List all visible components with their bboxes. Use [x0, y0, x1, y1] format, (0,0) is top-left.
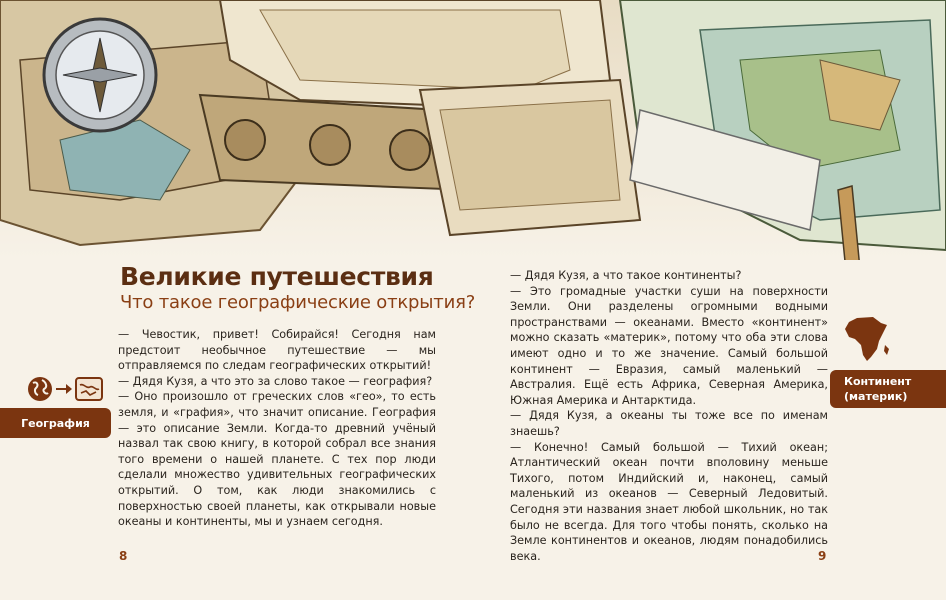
paragraph: — Дядя Кузя, а океаны ты тоже все по именам знаешь?: [510, 409, 828, 438]
section-tab-continent: [830, 370, 946, 408]
africa-continent-icon: [843, 315, 893, 367]
page-subtitle: Что такое географические открытия?: [120, 292, 476, 313]
section-heading: [120, 262, 480, 314]
map-scroll-icon: [76, 378, 102, 400]
arrow-icon: [56, 384, 72, 394]
paragraph: — Чевостик, привет! Собирайся! Сегодня нам предстоит необычное путешествие — мы отправляемся по следам географических открытий!: [118, 328, 436, 373]
tab-label-line2: (материк): [844, 390, 908, 403]
section-tab-geography: [0, 408, 111, 438]
geography-icons: [26, 373, 106, 409]
paragraph: — Это громадные участки суши на поверхности Земли. Они разделены огромными водными пространствами — океанами. Вместо «континент» можно сказать «материк», потому что оба эти слова имеют одно и то же значение. Самый большой континент — Евразия, самый маленький — Австралия. Ещё есть Африка, Северная Америка, Южная Америка и Антарктида.: [510, 284, 828, 407]
page-title: Великие путешествия: [120, 262, 434, 291]
paragraph: — Конечно! Самый большой — Тихий океан; Атлантический океан почти вполовину меньше Тихого, потом Индийский и, наконец, самый маленький из океанов — Северный Ледовитый. Сегодня эти названия знает любой школьник, но так было не всегда. Для того чтобы понять, сколько на Земле континентов и океанов, людям понадобились века.: [510, 440, 828, 563]
paragraph: — Дядя Кузя, а что такое континенты?: [510, 269, 742, 282]
page-number-right: 9: [818, 549, 827, 563]
paragraph: — Дядя Кузя, а что это за слово такое — география?: [118, 374, 433, 388]
tab-label: География: [21, 416, 90, 430]
left-text-column: [118, 327, 436, 530]
maps-illustration: [0, 0, 946, 260]
globe-icon: [28, 377, 52, 401]
paragraph: — Оно произошло от греческих слов «гео», то есть земля, и «графия», что значит описание. География — это описание Земли. Когда-то древний учёный назвал так свою книгу, в которой собрал все знания того времени о нашей планете. С тех пор люди сделали множество удивительных географических открытий. О том, как люди знакомились с поверхностью своей планеты, как открывали новые океаны и континенты, мы и узнаем сегодня.: [118, 390, 436, 529]
right-text-column: [510, 268, 828, 564]
tab-label-line1: Континент: [844, 375, 912, 388]
page-number-left: 8: [119, 549, 128, 563]
